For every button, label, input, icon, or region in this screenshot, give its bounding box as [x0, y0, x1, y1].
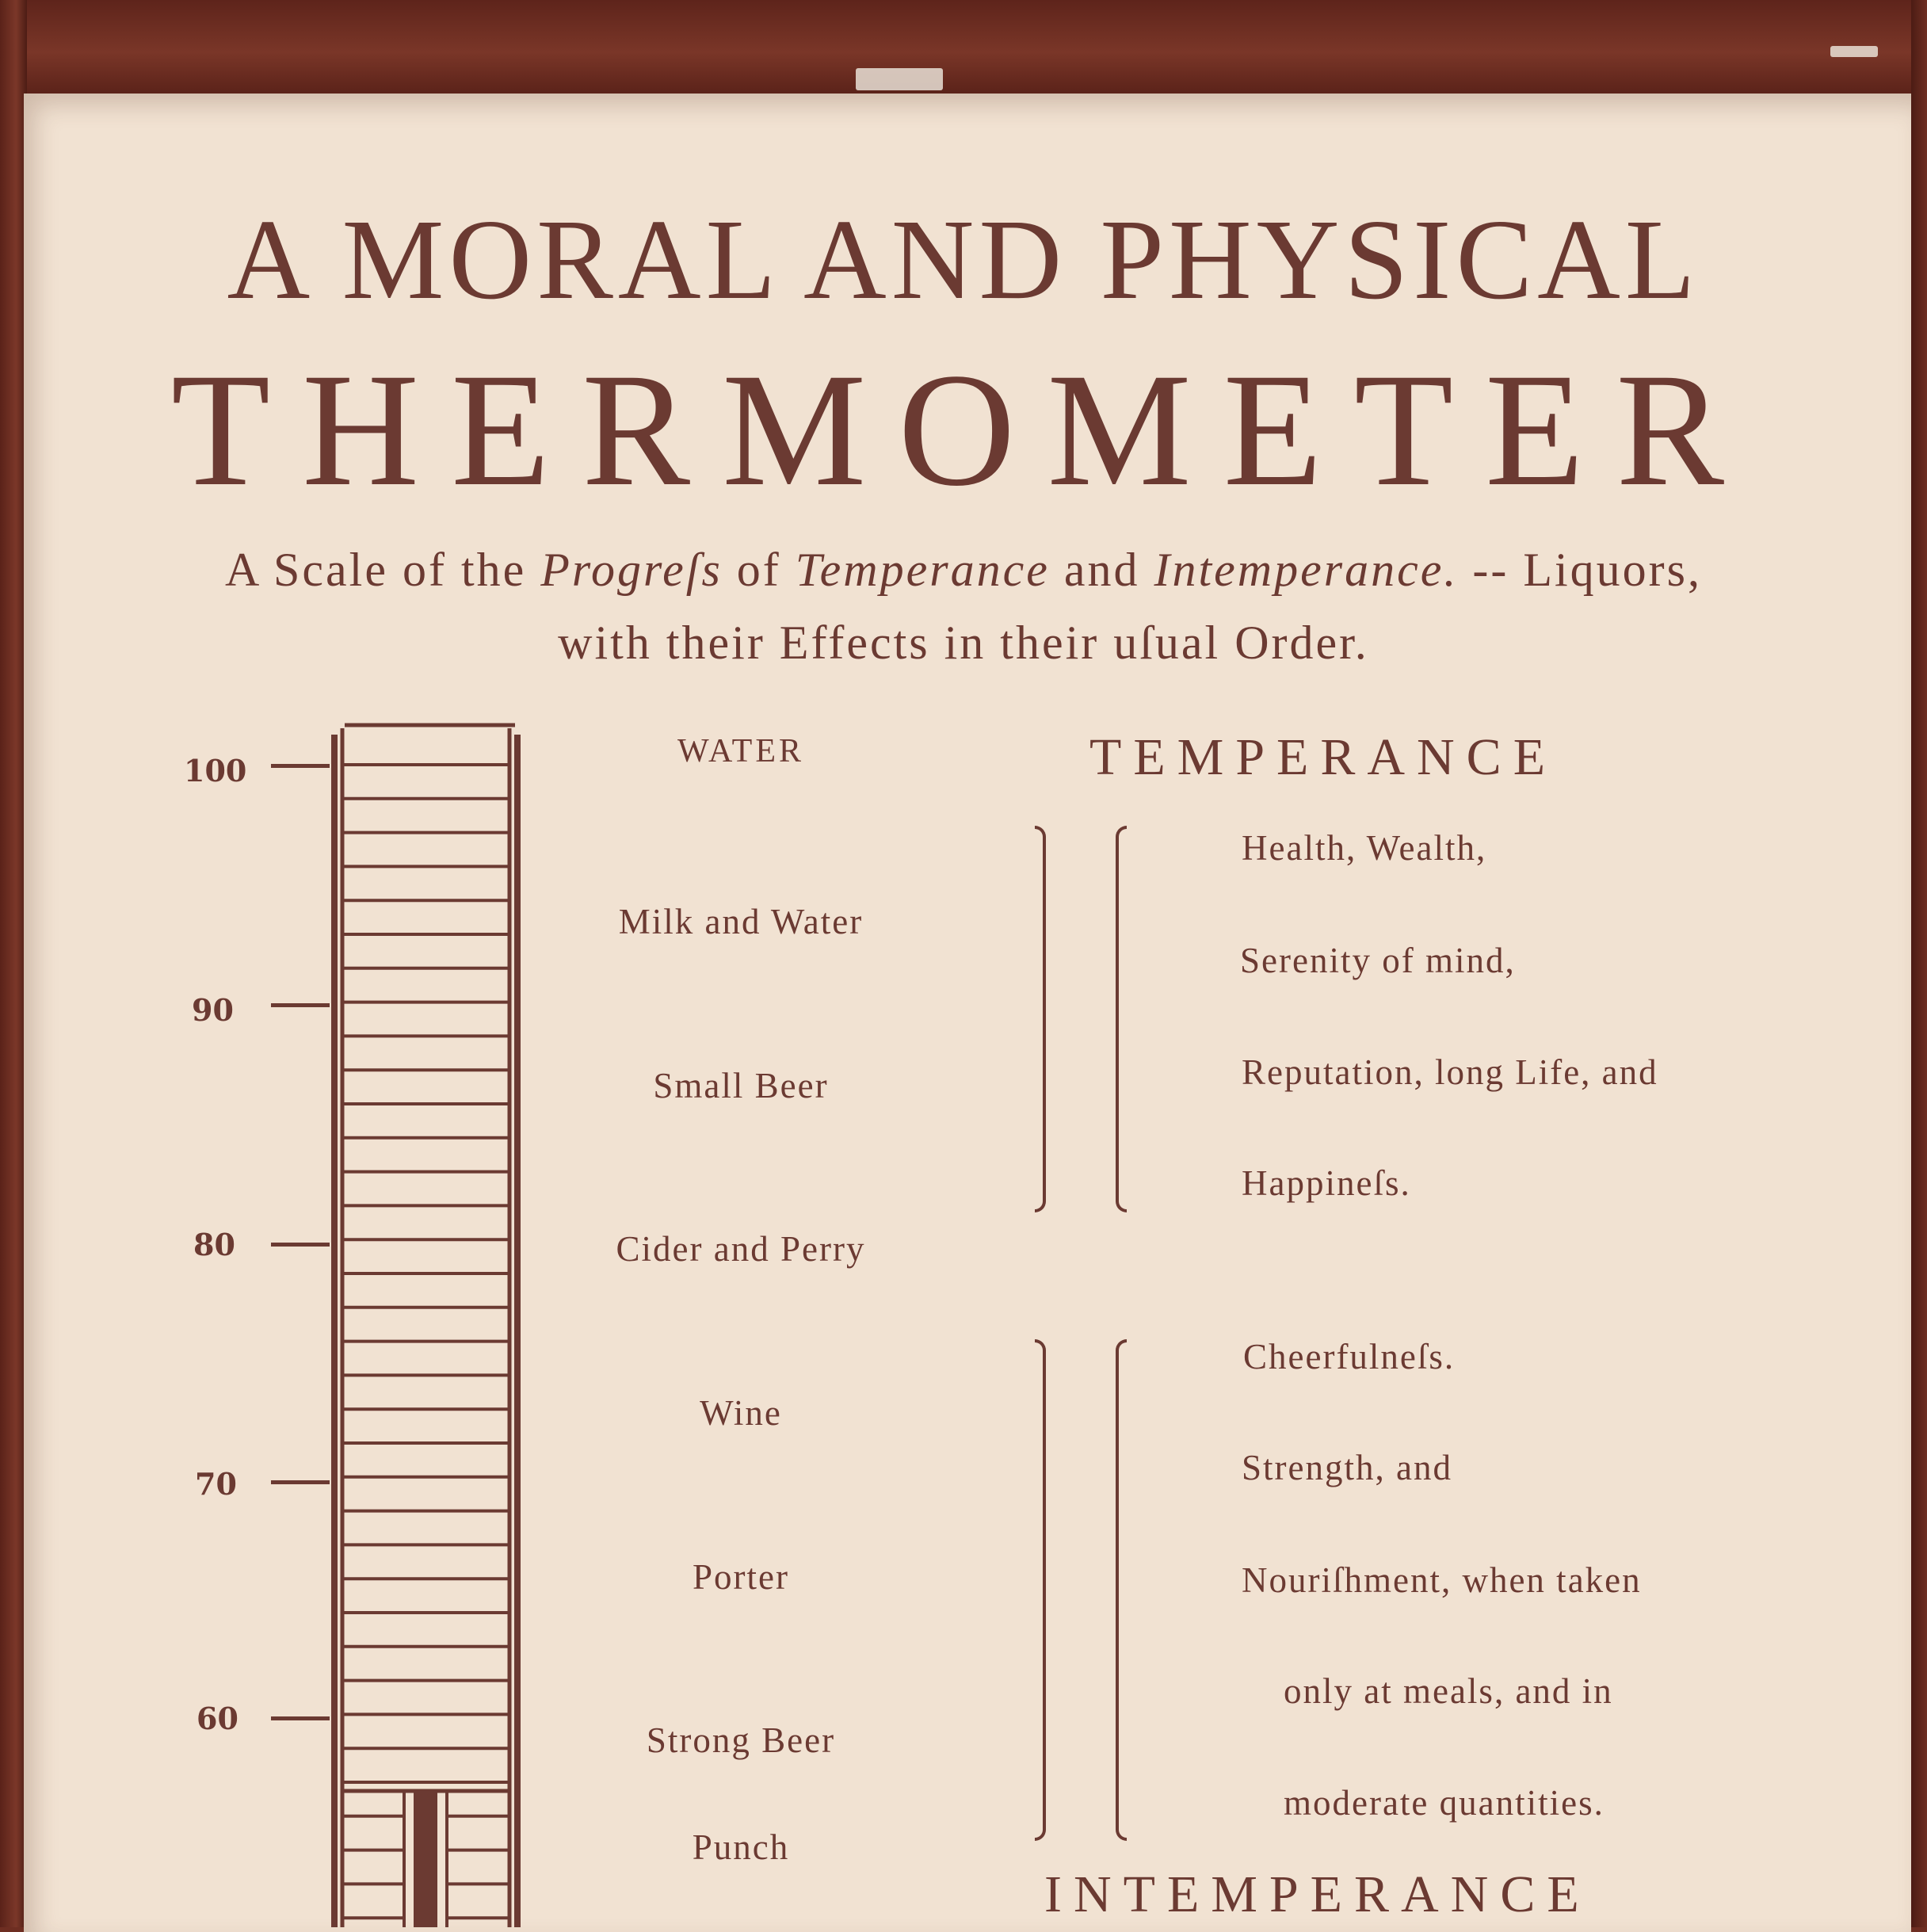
scale-tick-label: 70	[195, 1466, 237, 1502]
subtitle-italic: Progreſs	[540, 544, 723, 596]
effect-line: Happineſs.	[1242, 1163, 1411, 1203]
liquor-label-water: WATER	[677, 733, 804, 769]
scale-tick-label: 90	[192, 992, 234, 1028]
subtitle-text: of	[736, 544, 781, 596]
subtitle-line-2: with their Effects in their uſual Order.	[558, 617, 1369, 669]
scale-tick-mark	[271, 1243, 330, 1247]
bracket-left	[1116, 1339, 1127, 1841]
subtitle-italic: Intemperance.	[1154, 544, 1459, 596]
liquor-label: Punch	[692, 1827, 790, 1867]
title-line-1: A MORAL AND PHYSICAL	[227, 197, 1700, 323]
liquor-label: Strong Beer	[646, 1720, 836, 1760]
frame-paint-chip	[1830, 46, 1878, 57]
effect-line: Health, Wealth,	[1242, 828, 1487, 868]
effect-line: Strength, and	[1242, 1448, 1452, 1487]
scale-tick-label: 100	[184, 753, 247, 788]
effect-line: Nouriſhment, when taken	[1242, 1560, 1642, 1600]
temperance-header: TEMPERANCE	[1089, 728, 1558, 786]
effect-line: only at meals, and in	[1284, 1671, 1613, 1711]
effect-line: Serenity of mind,	[1240, 941, 1516, 980]
title-line-2: THERMOMETER	[170, 340, 1757, 520]
effect-line: moderate quantities.	[1284, 1783, 1605, 1823]
frame-top	[0, 0, 1927, 95]
scale-tick-mark	[271, 1003, 330, 1007]
bracket-left	[1116, 826, 1127, 1212]
thermometer-tube	[325, 717, 531, 1927]
liquor-label: Small Beer	[653, 1066, 829, 1105]
intemperance-header: INTEMPERANCE	[1044, 1865, 1591, 1923]
frame-paint-chip	[856, 68, 943, 90]
effect-line: Cheerfulneſs.	[1243, 1337, 1456, 1376]
scale-tick-mark	[271, 1480, 330, 1484]
effect-line: Reputation, long Life, and	[1242, 1052, 1658, 1092]
liquor-label: Cider and Perry	[616, 1229, 866, 1269]
subtitle-text: A Scale of the	[225, 544, 527, 596]
liquor-label: Porter	[693, 1557, 789, 1597]
subtitle-italic: Temperance	[795, 544, 1050, 596]
subtitle-text: and	[1063, 544, 1140, 596]
bracket-right	[1035, 826, 1046, 1212]
liquor-label: Milk and Water	[618, 902, 864, 941]
bracket-right	[1035, 1339, 1046, 1841]
scale-tick-label: 60	[197, 1701, 238, 1736]
scale-tick-mark	[271, 764, 330, 768]
scale-tick-mark	[271, 1716, 330, 1720]
scale-tick-label: 80	[193, 1227, 235, 1262]
subtitle-text: -- Liquors,	[1472, 544, 1702, 596]
subtitle-line-1	[0, 543, 1927, 598]
liquor-label: Wine	[700, 1393, 782, 1433]
